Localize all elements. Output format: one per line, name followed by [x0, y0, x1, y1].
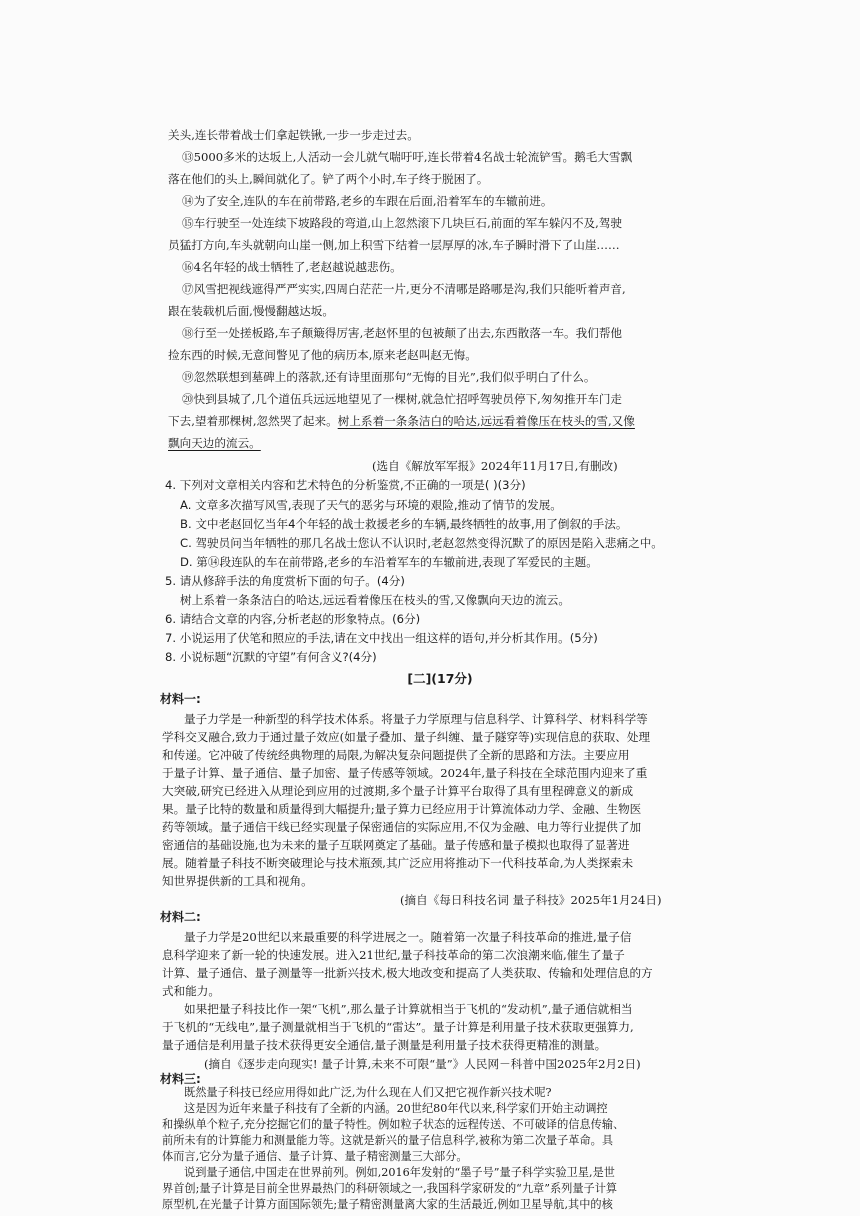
material-1-line: 学科交叉融合,致力于通过量子效应(如量子叠加、量子纠缠、量子隧穿等)实现信息的获取、处理 — [162, 730, 651, 744]
material-2-label: 材料二: — [160, 910, 201, 924]
material-1-line: 于量子计算、量子通信、量子加密、量子传感等领域。2024年,量子科技在全球范围内迎来了重 — [162, 766, 648, 780]
material-1-line: 展。随着量子科技不断突破理论与技术瓶颈,其广泛应用将推动下一代科技革命,为人类探索未 — [162, 856, 634, 870]
material-1-source: (摘自《每日科技名词 量子科技》2025年1月24日) — [400, 893, 662, 907]
underlined-sentence: 树上系着一条条洁白的哈达,远远看着像压在枝头的雪,又像 — [337, 414, 635, 428]
paragraph-line — [0, 414, 860, 428]
paragraph-20: ⑳快到县城了,几个道伍兵远远地望见了一棵树,就急忙招呼驾驶员停下,匆匆推开车门走 — [182, 392, 623, 406]
question-7: 7. 小说运用了伏笔和照应的手法,请在文中找出一组这样的语句,并分析其作用。(5分) — [165, 631, 598, 645]
material-2-line: 量子通信是利用量子技术获得更安全通信,量子测量是利用量子技术获得更精准的测量。 — [162, 1038, 607, 1052]
paragraph-line: 落在他们的头上,瞬间就化了。铲了两个小时,车子终于脱困了。 — [168, 172, 489, 186]
paragraph-line: 关头,连长带着战士们拿起铁锹,一步一步走过去。 — [168, 128, 419, 142]
material-1-line: 和传递。它冲破了传统经典物理的局限,为解决复杂问题提供了全新的思路和方法。主要应用 — [162, 748, 630, 762]
material-1-line: 药等领域。量子通信干线已经实现量子保密通信的实际应用,不仅为金融、电力等行业提供了加 — [162, 820, 642, 834]
material-3-line: 和操纵单个粒子,充分挖掘它们的量子特性。例如粒子状态的远程传送、不可破译的信息传输、 — [162, 1118, 625, 1131]
material-1-line: 大突破,研究已经进入从理论到应用的过渡期,多个量子计算平台取得了具有里程碑意义的新成 — [162, 784, 634, 798]
paragraph-line: 员猛打方向,车头就朝向山崖一侧,加上积雪下结着一层厚厚的冰,车子瞬时滑下了山崖…… — [168, 238, 620, 252]
option-d: D. 第⑭段连队的车在前带路,老乡的车沿着军车的车辙前进,表现了军爱民的主题。 — [180, 555, 598, 569]
option-b: B. 文中老赵回忆当年4个年轻的战士救援老乡的车辆,最终牺牲的故事,用了倒叙的手法。 — [180, 517, 628, 531]
material-3-line: 这是因为近年来量子科技有了全新的内涵。20世纪80年代以来,科学家们开始主动调控 — [184, 1102, 608, 1115]
question-4: 4. 下列对文章相关内容和艺术特色的分析鉴赏,不正确的一项是( )(3分) — [165, 478, 526, 492]
material-3-line: 体而言,它分为量子通信、量子计算、量子精密测量三大部分。 — [162, 1150, 468, 1163]
question-5-sentence: 树上系着一条条洁白的哈达,远远看着像压在枝头的雪,又像飘向天边的流云。 — [180, 593, 570, 607]
material-3-label: 材料三: — [160, 1072, 201, 1086]
question-8: 8. 小说标题“沉默的守望”有何含义?(4分) — [165, 650, 377, 664]
section-heading: [二](17分) — [407, 671, 473, 686]
underlined-sentence: 飘向天边的流云。 — [168, 436, 261, 450]
material-3-line: 前所未有的计算能力和测量能力等。这就是新兴的量子信息科学,被称为第二次量子革命。具 — [162, 1134, 614, 1147]
plain-text: 下去,望着那棵树,忽然哭了起来。 — [168, 414, 338, 428]
paragraph-18: ⑱行至一处搓板路,车子颠簸得厉害,老赵怀里的包被颠了出去,东西散落一车。我们帮他 — [182, 326, 623, 340]
material-2-line: 式和能力。 — [162, 984, 220, 998]
material-3-line: 界首创;量子计算是目前全世界最热门的科研领域之一,我国科学家研发的“九章”系列量子计算 — [162, 1182, 618, 1195]
paragraph-line: 捡东西的时候,无意间瞥见了他的病历本,原来老赵叫赵无悔。 — [168, 348, 477, 362]
material-2-line: 息科学迎来了新一轮的快速发展。进入21世纪,量子科技革命的第二次浪潮来临,催生了量子 — [162, 948, 625, 962]
paragraph-19: ⑲忽然联想到墓碑上的落款,还有诗里面那句“无悔的目光”,我们似乎明白了什么。 — [182, 370, 596, 384]
paragraph-14: ⑭为了安全,连队的车在前带路,老乡的车跟在后面,沿着军车的车辙前进。 — [182, 194, 553, 208]
material-2-line: 如果把量子科技比作一架“飞机”,那么量子计算就相当于飞机的“发动机”,量子通信就相当 — [184, 1002, 633, 1016]
paragraph-13: ⑬5000多米的达坂上,人活动一会儿就气喘吁吁,连长带着4名战士轮流铲雪。鹅毛大雪飘 — [182, 150, 633, 164]
option-c: C. 驾驶员问当年牺牲的那几名战士您认不认识时,老赵忽然变得沉默了的原因是陷入悲痛之中。 — [180, 536, 663, 550]
paragraph-line: 跟在装载机后面,慢慢翻越达坂。 — [168, 304, 334, 318]
material-3-line: 说到量子通信,中国走在世界前列。例如,2016年发射的“墨子号”量子科学实验卫星,是世 — [184, 1166, 615, 1179]
question-6: 6. 请结合文章的内容,分析老赵的形象特点。(6分) — [165, 612, 421, 626]
paragraph-16: ⑯4名年轻的战士牺牲了,老赵越说越悲伤。 — [182, 260, 402, 274]
material-1-line: 量子力学是一种新型的科学技术体系。将量子力学原理与信息科学、计算科学、材料科学等 — [184, 712, 648, 726]
material-1-line: 密通信的基础设施,也为未来的量子互联网奠定了基础。量子传感和量子模拟也取得了显著进 — [162, 838, 630, 852]
material-2-line: 于飞机的“无线电”,量子测量就相当于飞机的“雷达”。量子计算是利用量子技术获取更强算力, — [162, 1020, 634, 1034]
material-2-line: 计算、量子通信、量子测量等一批新兴技术,极大地改变和提高了人类获取、传输和处理信息的方 — [162, 966, 653, 980]
material-1-line: 知世界提供新的工具和视角。 — [162, 874, 313, 888]
paragraph-line — [0, 436, 860, 450]
paragraph-15: ⑮车行驶至一处连续下坡路段的弯道,山上忽然滚下几块巨石,前面的军车躲闪不及,驾驶 — [182, 216, 623, 230]
option-a: A. 文章多次描写风雪,表现了天气的恶劣与环境的艰险,推动了情节的发展。 — [180, 498, 562, 512]
material-1-line: 果。量子比特的数量和质量得到大幅提升;量子算力已经应用于计算流体动力学、金融、生物医 — [162, 802, 642, 816]
paragraph-17: ⑰风雪把视线遮得严严实实,四周白茫茫一片,更分不清哪是路哪是沟,我们只能听着声音, — [182, 282, 626, 296]
material-2-line: 量子力学是20世纪以来最重要的科学进展之一。随着第一次量子科技革命的推进,量子信 — [184, 930, 632, 944]
material-2-source: (摘自《逐步走向现实! 量子计算,未来不可限“量”》人民网－科普中国2025年2月2日) — [204, 1057, 641, 1071]
question-5: 5. 请从修辞手法的角度赏析下面的句子。(4分) — [165, 574, 405, 588]
material-3-line: 原型机,在光量子计算方面国际领先;量子精密测量离大家的生活最近,例如卫星导航,其中的核 — [162, 1198, 613, 1211]
passage-source: (选自《解放军军报》2024年11月17日,有删改) — [372, 459, 618, 473]
material-3-line: 既然量子科技已经应用得如此广泛,为什么现在人们又把它视作新兴技术呢? — [184, 1086, 552, 1099]
material-1-label: 材料一: — [160, 692, 201, 706]
